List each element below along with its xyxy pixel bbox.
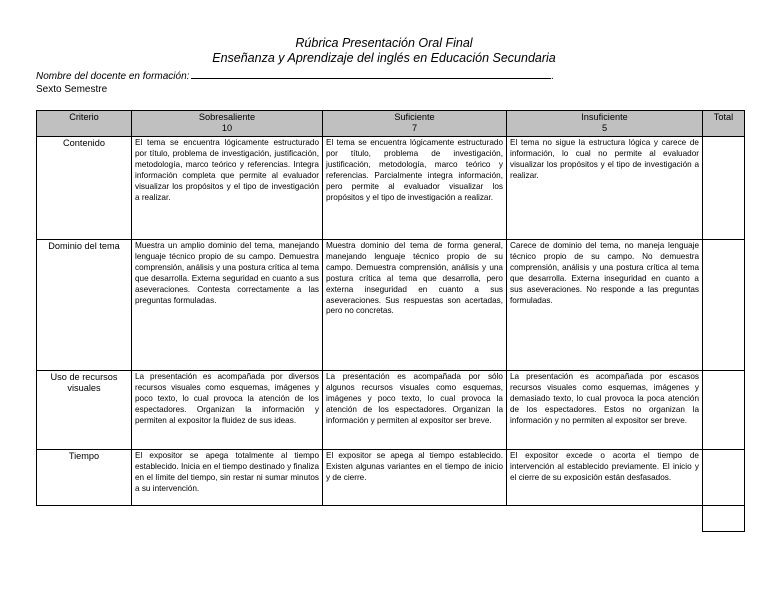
suficiente-cell: El tema se encuentra lógicamente estructurado por título, problema de investigación, justificación, metodología, marco teórico y referencias. Parcialmente integra información, pero permite al evaluador visualizar los propósitos y el tipo de investigación a realizar. — [323, 137, 507, 240]
criterion-cell: Uso de recursos visuales — [37, 371, 132, 450]
document-subtitle: Enseñanza y Aprendizaje del inglés en Educación Secundaria — [212, 51, 556, 65]
grand-total-box — [702, 505, 745, 532]
rubric-table — [36, 110, 745, 506]
document-title: Rúbrica Presentación Oral Final — [295, 36, 473, 50]
insuficiente-cell: Carece de dominio del tema, no maneja lenguaje técnico propio de su campo. No demuestra comprensión, análisis y una postura crítica al tema que desarrolla. Externa inseguridad en cuanto a sus aseveraciones. No responde a las preguntas formuladas. — [507, 240, 703, 371]
total-cell — [703, 137, 745, 240]
table-row — [37, 240, 745, 371]
criterion-cell: Dominio del tema — [37, 240, 132, 371]
sobresaliente-cell: El expositor se apega totalmente al tiempo establecido. Inicia en el tiempo destinado y finaliza en el límite del tiempo, sin restar ni sumar minutos a su intervención. — [132, 450, 323, 506]
header-criterio: Criterio — [37, 111, 132, 137]
score-sobresaliente: 10 — [221, 123, 233, 133]
total-cell — [703, 240, 745, 371]
suficiente-cell: Muestra dominio del tema de forma general, manejando lenguaje técnico propio de su campo. Demuestra comprensión, análisis y una postura crítica al tema que desarrolla, pero externa inseguridad en cuanto a sus aseveraciones. Sus respuestas son acertadas, pero no concretas. — [323, 240, 507, 371]
criterion-cell: Tiempo — [37, 450, 132, 506]
insuficiente-cell: La presentación es acompañada por escasos recursos visuales como esquemas, imágenes y demasiado texto, lo cual provoca la poca atención de los espectadores. Estos no organizan la información y no permiten al expositor ser breve. — [507, 371, 703, 450]
teacher-name-period: . — [551, 71, 555, 82]
rubric-header-row — [37, 111, 745, 137]
score-insuficiente: 5 — [601, 123, 608, 133]
insuficiente-cell: El expositor excede o acorta el tiempo de intervención al establecido previamente. El inicio y el cierre de su exposición están desfasados. — [507, 450, 703, 506]
total-cell — [703, 450, 745, 506]
suficiente-cell: La presentación es acompañada por sólo algunos recursos visuales como esquemas, imágenes y poco texto, lo cual provoca la atención de los espectadores. Organizan la información y permiten al expositor ser breve. — [323, 371, 507, 450]
sobresaliente-cell: La presentación es acompañada por diversos recursos visuales como esquemas, imágenes y poco texto, lo cual provoca la atención de los espectadores. Organizan la información y permiten al expositor la fluidez de sus ideas. — [132, 371, 323, 450]
score-suficiente: 7 — [411, 123, 418, 133]
header-total: Total — [703, 111, 745, 137]
criterion-cell: Contenido — [37, 137, 132, 240]
table-row — [37, 137, 745, 240]
table-row — [37, 371, 745, 450]
header-sobresaliente: Sobresaliente 10 — [132, 111, 323, 137]
teacher-name-field — [36, 69, 554, 82]
header-suficiente: Suficiente 7 — [323, 111, 507, 137]
semester-label: Sexto Semestre — [36, 84, 108, 95]
insuficiente-cell: El tema no sigue la estructura lógica y carece de información, lo cual no permite al evaluador visualizar los propósitos y el tipo de investigación a realizar. — [507, 137, 703, 240]
teacher-name-blank-line — [191, 69, 551, 79]
suficiente-cell: El expositor se apega al tiempo establecido. Existen algunas variantes en el tiempo de inicio y de cierre. — [323, 450, 507, 506]
total-cell — [703, 371, 745, 450]
teacher-name-label: Nombre del docente en formación: — [36, 71, 190, 82]
sobresaliente-cell: El tema se encuentra lógicamente estructurado por título, problema de investigación, justificación, metodología, marco teórico y referencias. Integra información completa que permite al evaluador visualizar los propósitos y el tipo de investigación a realizar. — [132, 137, 323, 240]
table-row — [37, 450, 745, 506]
sobresaliente-cell: Muestra un amplio dominio del tema, manejando lenguaje técnico propio de su campo. Demuestra comprensión, análisis y una postura crítica al tema que desarrolla. Externa seguridad en cuanto a sus aseveraciones. Contesta correctamente a las preguntas formuladas. — [132, 240, 323, 371]
header-insuficiente: Insuficiente 5 — [507, 111, 703, 137]
